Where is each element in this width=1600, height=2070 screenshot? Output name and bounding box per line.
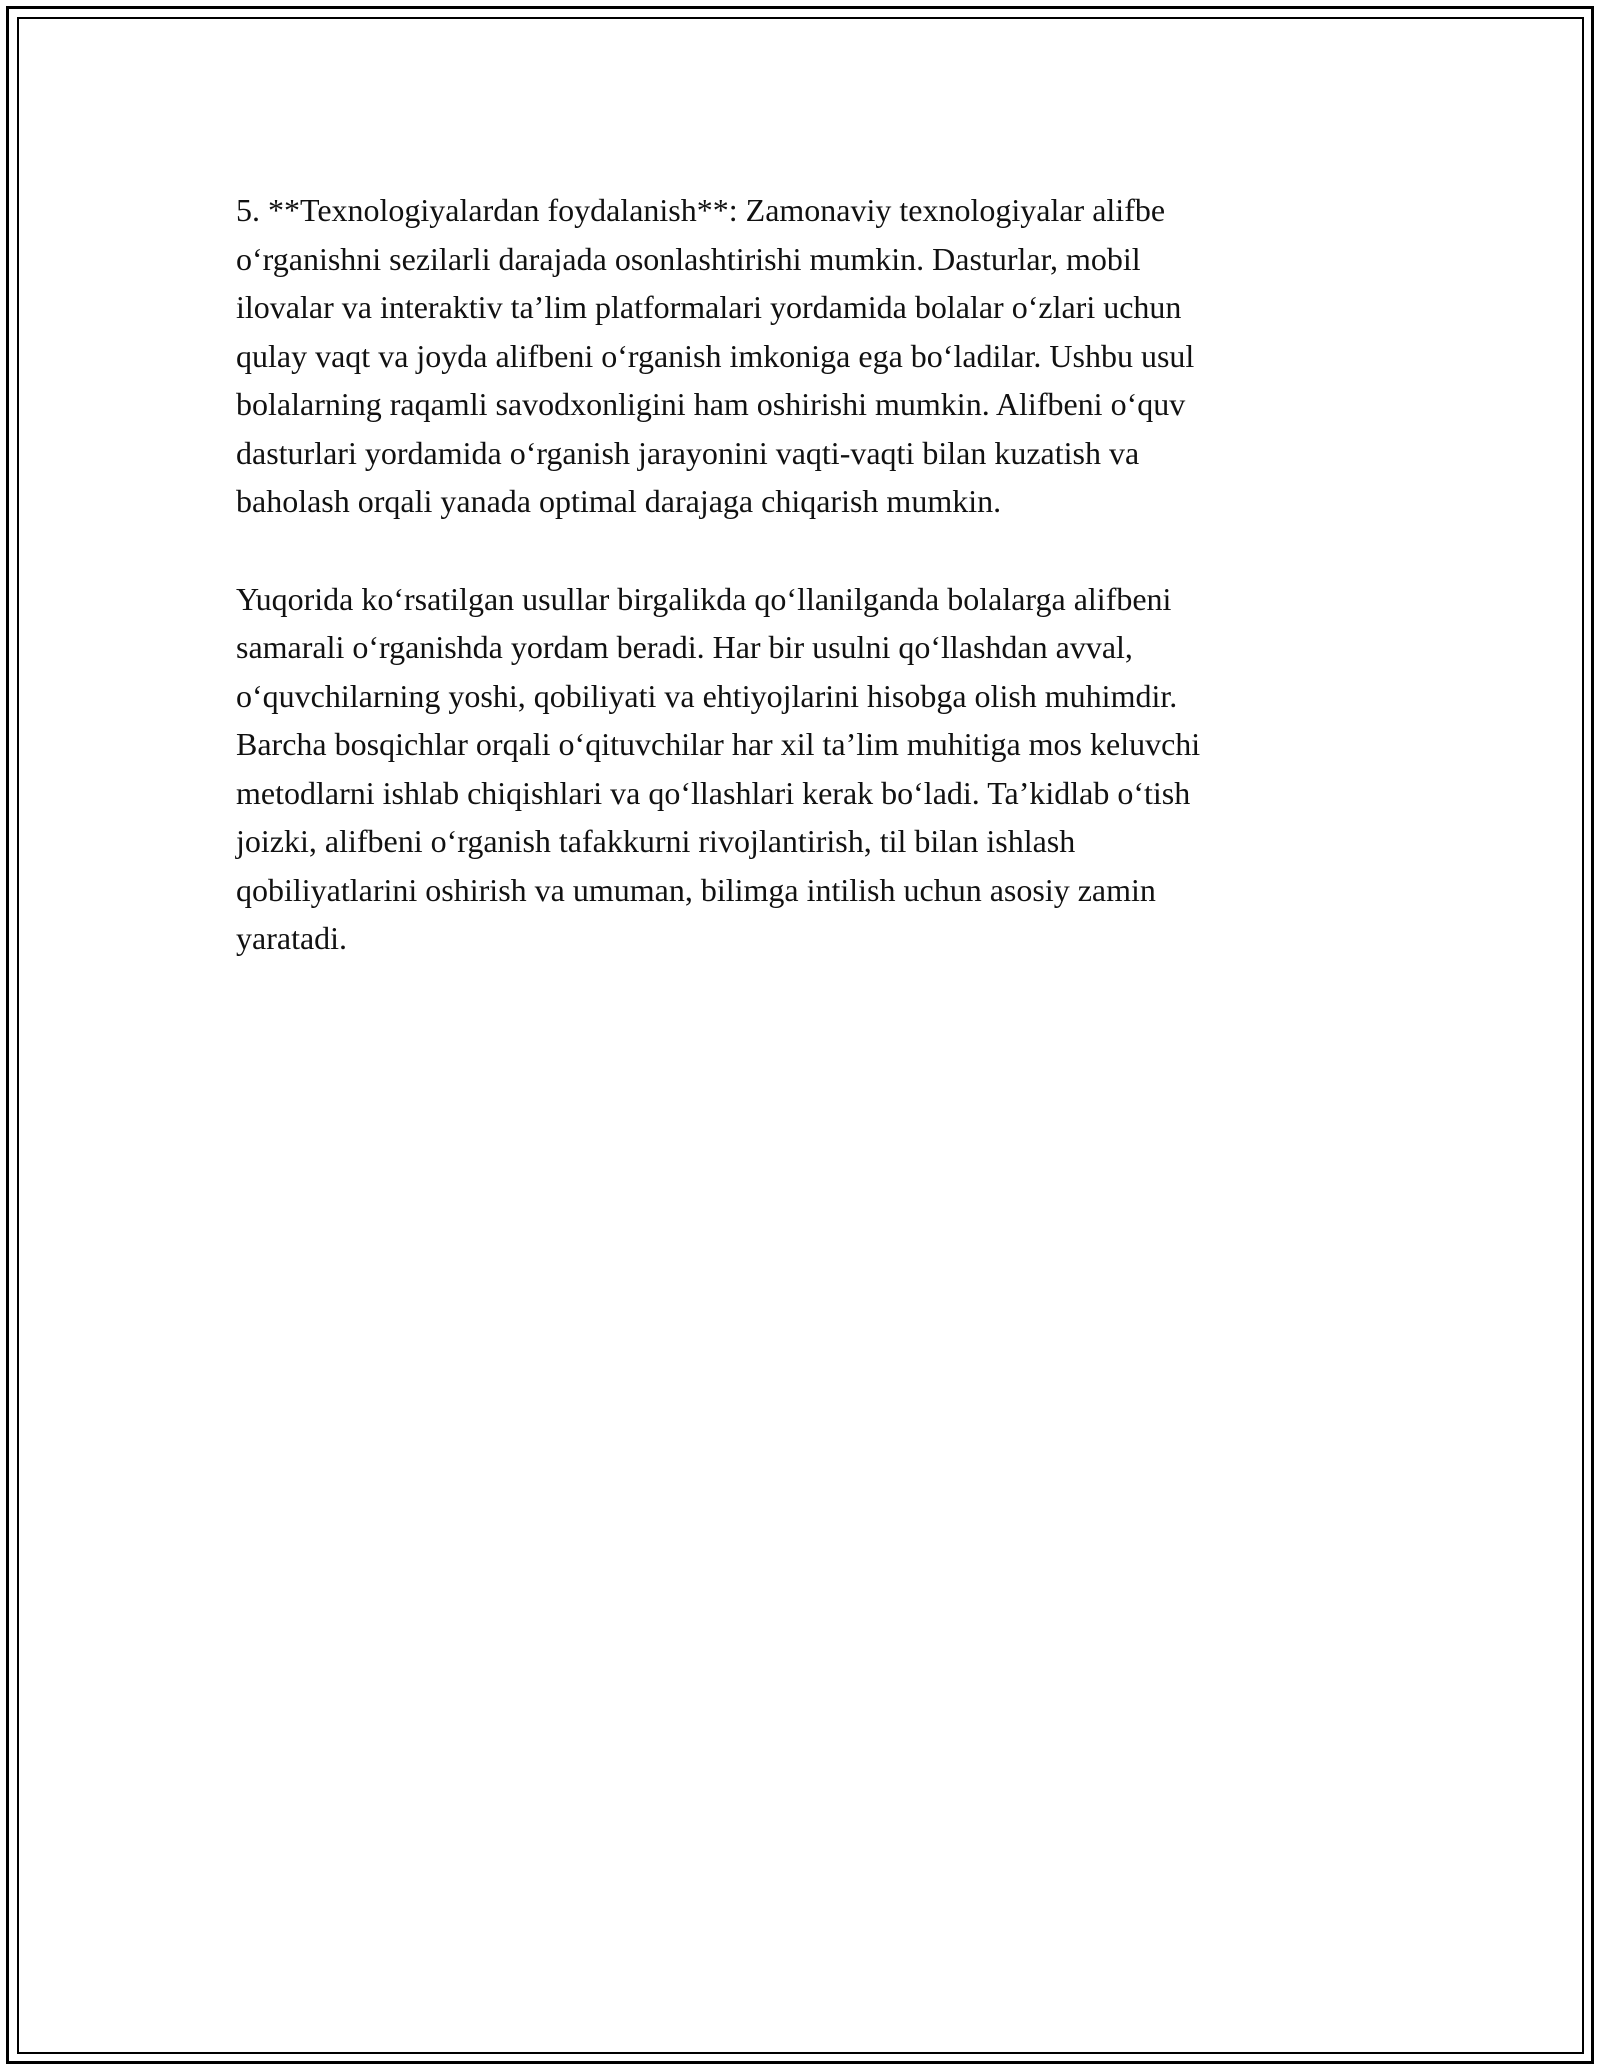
paragraph-technology-usage: 5. **Texnologiyalardan foydalanish**: Zamonaviy texnologiyalar alifbe o‘rganishni sezilarli darajada osonlashtirishi mumkin. Dasturlar, mobil ilovalar va interaktiv ta’lim platformalari yordamida bolalar o‘zlari uchun qulay vaqt va joyda alifbeni o‘rganish imkoniga ega bo‘ladilar. Ushbu usul bolalarning raqamli savodxonligini ham oshirishi mumkin. Alifbeni o‘quv dasturlari yordamida o‘rganish jarayonini vaqti-vaqti bilan kuzatish va baholash orqali yanada optimal darajaga chiqarish mumkin.: [236, 192, 1195, 519]
paragraph-spacer: [236, 526, 1371, 575]
paragraph-conclusion: Yuqorida ko‘rsatilgan usullar birgalikda qo‘llanilganda bolalarga alifbeni samarali o‘rganishda yordam beradi. Har bir usulni qo‘llashdan avval, o‘quvchilarning yoshi, qobiliyati va ehtiyojlarini hisobga olish muhimdir. Barcha bosqichlar orqali o‘qituvchilar har xil ta’lim muhitiga mos keluvchi metodlarni ishlab chiqishlari va qo‘llashlari kerak bo‘ladi. Ta’kidlab o‘tish joizki, alifbeni o‘rganish tafakkurni rivojlantirish, til bilan ishlash qobiliyatlarini oshirish va umuman, bilimga intilish uchun asosiy zamin yaratadi.: [236, 580, 1201, 956]
document-body: [236, 186, 1371, 963]
